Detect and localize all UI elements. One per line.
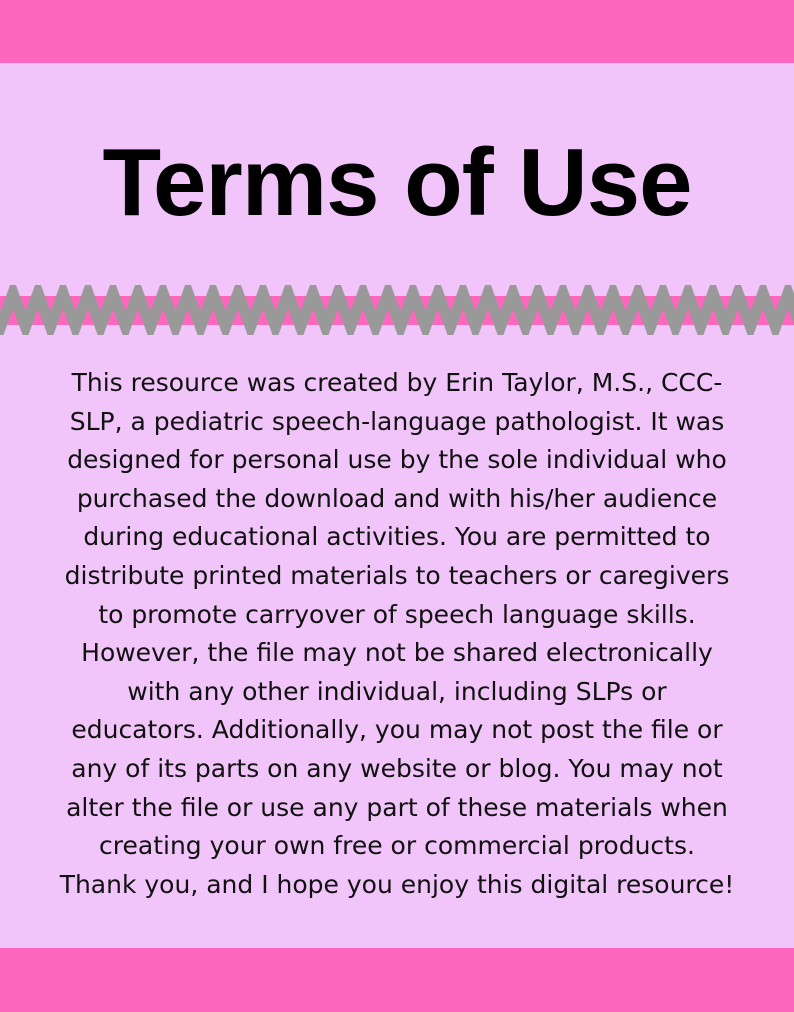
terms-line: designed for personal use by the sole individual who [67, 445, 727, 475]
terms-line: to promote carryover of speech language skills. [98, 599, 696, 629]
terms-line: with any other individual, including SLPs or [127, 676, 667, 706]
terms-line: during educational activities. You are permitted to [83, 522, 711, 552]
terms-line: However, the file may not be shared electronically [81, 638, 713, 668]
top-pink-band [0, 0, 794, 63]
bottom-pink-band [0, 948, 794, 1012]
terms-text [0, 364, 794, 904]
terms-line: SLP, a pediatric speech-language pathologist. It was [69, 406, 725, 436]
terms-line: educators. Additionally, you may not post the file or [71, 715, 723, 745]
terms-line: Thank you, and I hope you enjoy this digital resource! [59, 869, 735, 899]
terms-line: This resource was created by Erin Taylor, M.S., CCC- [71, 368, 723, 397]
terms-line: creating your own free or commercial products. [99, 831, 695, 861]
page-title: Terms of Use [102, 129, 692, 236]
terms-line: purchased the download and with his/her audience [76, 483, 718, 513]
zigzag-divider [0, 285, 794, 335]
terms-line: distribute printed materials to teachers or caregivers [64, 560, 730, 590]
terms-line: any of its parts on any website or blog. You may not [71, 753, 723, 783]
terms-line: alter the file or use any part of these materials when [66, 792, 728, 822]
